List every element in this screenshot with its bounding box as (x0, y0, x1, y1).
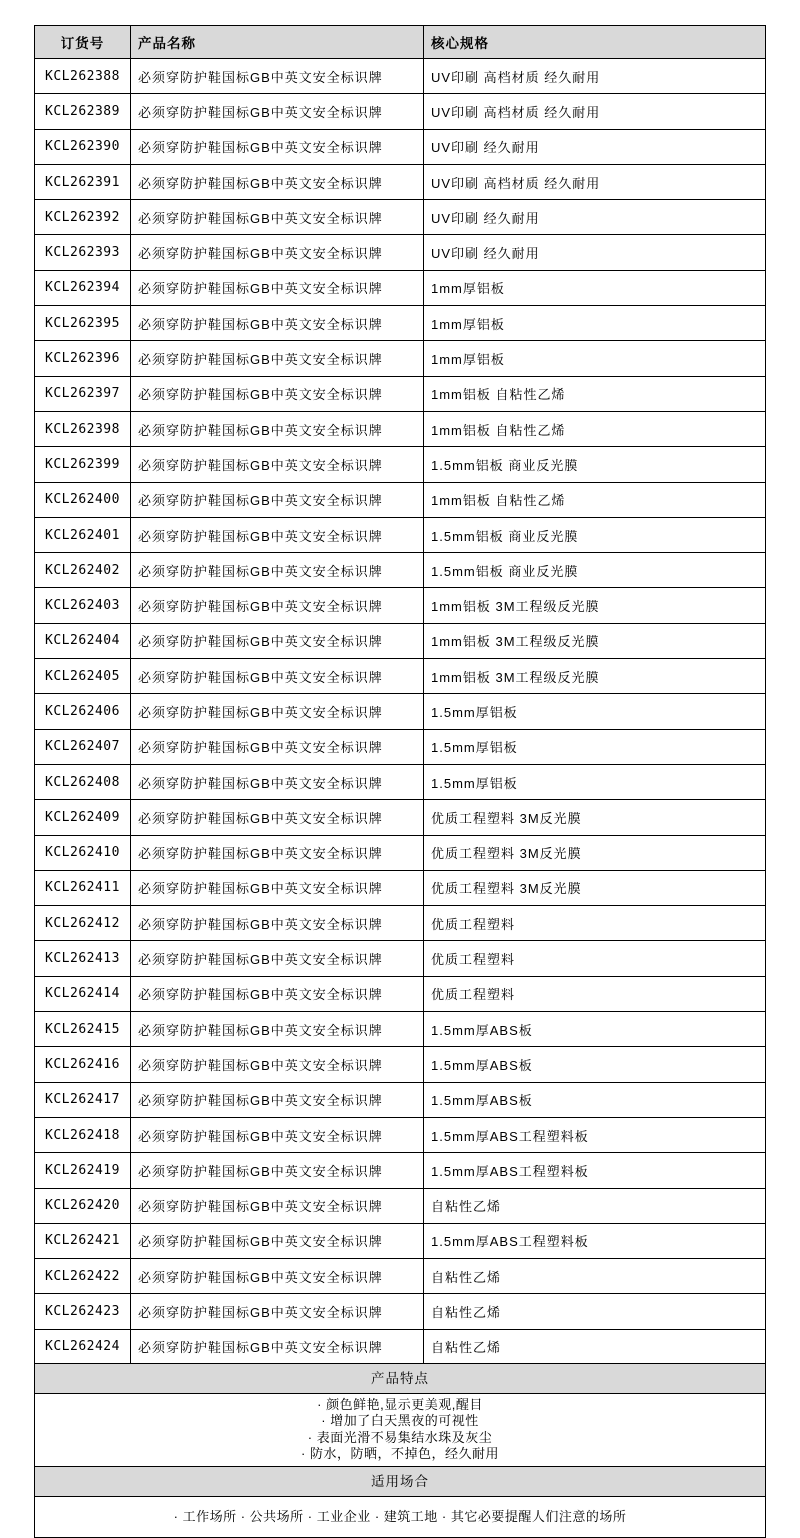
core-spec-cell: UV印刷 经久耐用 (424, 200, 766, 235)
order-no-cell: KCL262409 (35, 800, 131, 835)
order-no-cell: KCL262413 (35, 941, 131, 976)
order-no-cell: KCL262396 (35, 341, 131, 376)
core-spec-cell: 优质工程塑料 (424, 976, 766, 1011)
order-no-cell: KCL262423 (35, 1294, 131, 1329)
table-row (35, 1117, 766, 1152)
product-name-cell: 必须穿防护鞋国标GB中英文安全标识牌 (131, 411, 424, 446)
table-header-row (35, 26, 766, 59)
product-name-cell: 必须穿防护鞋国标GB中英文安全标识牌 (131, 59, 424, 94)
order-no-cell: KCL262388 (35, 59, 131, 94)
product-name-cell: 必须穿防护鞋国标GB中英文安全标识牌 (131, 729, 424, 764)
product-name-cell: 必须穿防护鞋国标GB中英文安全标识牌 (131, 976, 424, 1011)
table-row (35, 411, 766, 446)
product-name-cell: 必须穿防护鞋国标GB中英文安全标识牌 (131, 1223, 424, 1258)
table-row (35, 306, 766, 341)
product-name-cell: 必须穿防护鞋国标GB中英文安全标识牌 (131, 129, 424, 164)
feature-item: · 表面光滑不易集结水珠及灰尘 (307, 1429, 493, 1445)
core-spec-cell: 1.5mm厚ABS板 (424, 1012, 766, 1047)
table-row (35, 764, 766, 799)
product-name-cell: 必须穿防护鞋国标GB中英文安全标识牌 (131, 1117, 424, 1152)
table-row (35, 517, 766, 552)
table-row (35, 553, 766, 588)
table-row (35, 200, 766, 235)
product-name-cell: 必须穿防护鞋国标GB中英文安全标识牌 (131, 623, 424, 658)
table-row (35, 906, 766, 941)
core-spec-cell: 1mm厚铝板 (424, 341, 766, 376)
order-no-cell: KCL262401 (35, 517, 131, 552)
table-row (35, 1082, 766, 1117)
product-name-cell: 必须穿防护鞋国标GB中英文安全标识牌 (131, 588, 424, 623)
table-row (35, 59, 766, 94)
table-row (35, 270, 766, 305)
order-no-cell: KCL262406 (35, 694, 131, 729)
product-name-cell: 必须穿防护鞋国标GB中英文安全标识牌 (131, 447, 424, 482)
table-row (35, 800, 766, 835)
table-body (35, 59, 766, 1365)
table-row (35, 447, 766, 482)
order-no-cell: KCL262415 (35, 1012, 131, 1047)
feature-item: · 增加了白天黑夜的可视性 (321, 1413, 479, 1429)
table-row (35, 1259, 766, 1294)
table-row (35, 482, 766, 517)
order-no-cell: KCL262421 (35, 1223, 131, 1258)
table-row (35, 941, 766, 976)
order-no-cell: KCL262419 (35, 1153, 131, 1188)
core-spec-cell: 优质工程塑料 (424, 906, 766, 941)
core-spec-cell: 1mm铝板 自粘性乙烯 (424, 376, 766, 411)
product-name-cell: 必须穿防护鞋国标GB中英文安全标识牌 (131, 1294, 424, 1329)
table-row (35, 588, 766, 623)
product-name-cell: 必须穿防护鞋国标GB中英文安全标识牌 (131, 553, 424, 588)
core-spec-cell: 优质工程塑料 (424, 941, 766, 976)
table-row (35, 729, 766, 764)
core-spec-cell: UV印刷 经久耐用 (424, 129, 766, 164)
core-spec-cell: 自粘性乙烯 (424, 1259, 766, 1294)
product-name-cell: 必须穿防护鞋国标GB中英文安全标识牌 (131, 764, 424, 799)
feature-item: · 颜色鲜艳,显示更美观,醒目 (317, 1396, 483, 1412)
product-name-cell: 必须穿防护鞋国标GB中英文安全标识牌 (131, 1153, 424, 1188)
core-spec-cell: 1.5mm铝板 商业反光膜 (424, 447, 766, 482)
order-no-cell: KCL262389 (35, 94, 131, 129)
table-row (35, 1294, 766, 1329)
order-no-cell: KCL262410 (35, 835, 131, 870)
order-no-cell: KCL262405 (35, 659, 131, 694)
order-no-cell: KCL262422 (35, 1259, 131, 1294)
core-spec-cell: 1.5mm厚ABS工程塑料板 (424, 1117, 766, 1152)
core-spec-cell: 优质工程塑料 3M反光膜 (424, 835, 766, 870)
product-name-cell: 必须穿防护鞋国标GB中英文安全标识牌 (131, 270, 424, 305)
feature-item: · 防水，防晒，不掉色，经久耐用 (301, 1446, 499, 1462)
core-spec-cell: 1.5mm厚ABS板 (424, 1047, 766, 1082)
core-spec-cell: 1.5mm厚铝板 (424, 694, 766, 729)
core-spec-cell: 自粘性乙烯 (424, 1188, 766, 1223)
core-spec-cell: 1mm厚铝板 (424, 306, 766, 341)
table-row (35, 1329, 766, 1364)
occasions-text: · 工作场所 · 公共场所 · 工业企业 · 建筑工地 · 其它必要提醒人们注意的场所 (34, 1496, 766, 1538)
product-name-cell: 必须穿防护鞋国标GB中英文安全标识牌 (131, 906, 424, 941)
product-name-cell: 必须穿防护鞋国标GB中英文安全标识牌 (131, 376, 424, 411)
table-row (35, 129, 766, 164)
product-name-cell: 必须穿防护鞋国标GB中英文安全标识牌 (131, 341, 424, 376)
order-no-cell: KCL262402 (35, 553, 131, 588)
product-spec-table (34, 25, 766, 1365)
table-row (35, 835, 766, 870)
order-no-cell: KCL262417 (35, 1082, 131, 1117)
core-spec-cell: 1.5mm厚铝板 (424, 729, 766, 764)
table-row (35, 1188, 766, 1223)
product-name-cell: 必须穿防护鞋国标GB中英文安全标识牌 (131, 659, 424, 694)
core-spec-cell: 1mm铝板 3M工程级反光膜 (424, 623, 766, 658)
table-row (35, 1153, 766, 1188)
core-spec-cell: UV印刷 经久耐用 (424, 235, 766, 270)
features-list (34, 1393, 766, 1468)
product-name-cell: 必须穿防护鞋国标GB中英文安全标识牌 (131, 1012, 424, 1047)
core-spec-cell: 1.5mm厚ABS工程塑料板 (424, 1223, 766, 1258)
order-no-cell: KCL262418 (35, 1117, 131, 1152)
product-name-cell: 必须穿防护鞋国标GB中英文安全标识牌 (131, 306, 424, 341)
core-spec-cell: 自粘性乙烯 (424, 1294, 766, 1329)
order-no-cell: KCL262416 (35, 1047, 131, 1082)
order-no-cell: KCL262412 (35, 906, 131, 941)
table-row (35, 976, 766, 1011)
product-name-cell: 必须穿防护鞋国标GB中英文安全标识牌 (131, 870, 424, 905)
product-name-cell: 必须穿防护鞋国标GB中英文安全标识牌 (131, 835, 424, 870)
table-row (35, 694, 766, 729)
features-section-header: 产品特点 (34, 1363, 766, 1394)
product-spec-sheet (34, 25, 766, 1538)
table-row (35, 623, 766, 658)
occasions-section-header: 适用场合 (34, 1466, 766, 1497)
order-no-cell: KCL262390 (35, 129, 131, 164)
order-no-cell: KCL262394 (35, 270, 131, 305)
order-no-cell: KCL262395 (35, 306, 131, 341)
order-no-cell: KCL262391 (35, 164, 131, 199)
core-spec-cell: 1.5mm铝板 商业反光膜 (424, 553, 766, 588)
product-name-cell: 必须穿防护鞋国标GB中英文安全标识牌 (131, 1188, 424, 1223)
core-spec-cell: 1mm厚铝板 (424, 270, 766, 305)
core-spec-cell: 1.5mm厚铝板 (424, 764, 766, 799)
order-no-cell: KCL262404 (35, 623, 131, 658)
order-no-cell: KCL262411 (35, 870, 131, 905)
table-row (35, 164, 766, 199)
core-spec-cell: 优质工程塑料 3M反光膜 (424, 870, 766, 905)
column-header-product-name: 产品名称 (131, 26, 424, 59)
table-row (35, 235, 766, 270)
table-row (35, 1012, 766, 1047)
column-header-order-no: 订货号 (35, 26, 131, 59)
order-no-cell: KCL262408 (35, 764, 131, 799)
order-no-cell: KCL262400 (35, 482, 131, 517)
order-no-cell: KCL262403 (35, 588, 131, 623)
order-no-cell: KCL262424 (35, 1329, 131, 1364)
product-name-cell: 必须穿防护鞋国标GB中英文安全标识牌 (131, 517, 424, 552)
core-spec-cell: 1.5mm铝板 商业反光膜 (424, 517, 766, 552)
product-name-cell: 必须穿防护鞋国标GB中英文安全标识牌 (131, 1047, 424, 1082)
core-spec-cell: 自粘性乙烯 (424, 1329, 766, 1364)
table-row (35, 659, 766, 694)
order-no-cell: KCL262420 (35, 1188, 131, 1223)
core-spec-cell: 1.5mm厚ABS板 (424, 1082, 766, 1117)
product-name-cell: 必须穿防护鞋国标GB中英文安全标识牌 (131, 941, 424, 976)
core-spec-cell: UV印刷 高档材质 经久耐用 (424, 59, 766, 94)
product-name-cell: 必须穿防护鞋国标GB中英文安全标识牌 (131, 1259, 424, 1294)
order-no-cell: KCL262392 (35, 200, 131, 235)
product-name-cell: 必须穿防护鞋国标GB中英文安全标识牌 (131, 200, 424, 235)
product-name-cell: 必须穿防护鞋国标GB中英文安全标识牌 (131, 1082, 424, 1117)
product-name-cell: 必须穿防护鞋国标GB中英文安全标识牌 (131, 94, 424, 129)
product-name-cell: 必须穿防护鞋国标GB中英文安全标识牌 (131, 482, 424, 517)
order-no-cell: KCL262393 (35, 235, 131, 270)
order-no-cell: KCL262397 (35, 376, 131, 411)
table-row (35, 94, 766, 129)
table-row (35, 870, 766, 905)
order-no-cell: KCL262407 (35, 729, 131, 764)
core-spec-cell: UV印刷 高档材质 经久耐用 (424, 94, 766, 129)
order-no-cell: KCL262398 (35, 411, 131, 446)
core-spec-cell: 1mm铝板 自粘性乙烯 (424, 411, 766, 446)
column-header-core-spec: 核心规格 (424, 26, 766, 59)
core-spec-cell: 1mm铝板 3M工程级反光膜 (424, 588, 766, 623)
order-no-cell: KCL262399 (35, 447, 131, 482)
table-row (35, 341, 766, 376)
table-row (35, 1223, 766, 1258)
order-no-cell: KCL262414 (35, 976, 131, 1011)
core-spec-cell: 1.5mm厚ABS工程塑料板 (424, 1153, 766, 1188)
product-name-cell: 必须穿防护鞋国标GB中英文安全标识牌 (131, 800, 424, 835)
product-name-cell: 必须穿防护鞋国标GB中英文安全标识牌 (131, 235, 424, 270)
core-spec-cell: 优质工程塑料 3M反光膜 (424, 800, 766, 835)
core-spec-cell: 1mm铝板 自粘性乙烯 (424, 482, 766, 517)
product-name-cell: 必须穿防护鞋国标GB中英文安全标识牌 (131, 694, 424, 729)
table-row (35, 1047, 766, 1082)
table-row (35, 376, 766, 411)
core-spec-cell: 1mm铝板 3M工程级反光膜 (424, 659, 766, 694)
product-name-cell: 必须穿防护鞋国标GB中英文安全标识牌 (131, 164, 424, 199)
product-name-cell: 必须穿防护鞋国标GB中英文安全标识牌 (131, 1329, 424, 1364)
core-spec-cell: UV印刷 高档材质 经久耐用 (424, 164, 766, 199)
